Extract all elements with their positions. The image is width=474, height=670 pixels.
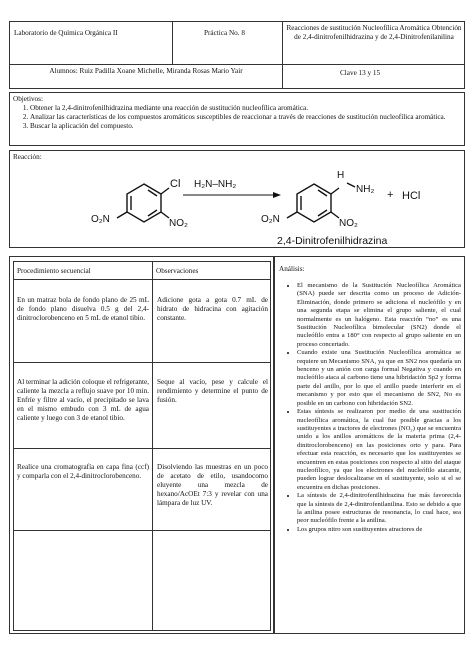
- byproduct-label: HCl: [402, 190, 421, 202]
- procedure-col-header: Procedimiento secuencial: [17, 267, 91, 275]
- practice-number: Práctica No. 8: [204, 29, 245, 37]
- lab-name: Laboratorio de Química Orgánica II: [14, 29, 118, 37]
- objective-item: 1. Obtener la 2,4-dinitrofenilhidrazina mediante una reacción de sustitución nucleofílica aromática.: [30, 104, 460, 113]
- procedure-step-2: Al terminar la adición coloque el refrigerante, caliente la mezcla a reflujo suave por 10 min. Enfríe y filtre al vacío, el precipitado se lava en el mismo embudo con 3 mL de agua caliente y luego con 3 de etanol tibio.: [17, 378, 149, 422]
- procedure-step-1: En un matraz bola de fondo plano de 25 mL de fondo plano disuelva 0.5 g del 2,4-dinitroclorobenceno en 5 mL de etanol tibio.: [17, 296, 149, 322]
- procedure-row-line-2: [13, 448, 271, 449]
- substrate-cl-label: Cl: [170, 178, 181, 190]
- observation-1: Adicione gota a gota 0.7 mL de hidrato de hidracina con agitación constante.: [157, 296, 268, 322]
- analysis-item: • La síntesis de 2,4-dinitrofenilhidrazina fue más favorecida que la síntesis de 2,4-dinitrofenilanilina. Esto se debido a que la anilina posee estructuras de resonancia, lo cual hace, sea peor nucleófilo frente a la anilina.: [297, 492, 461, 526]
- product-name: 2,4-Dinitrofenilhidrazina: [277, 235, 388, 247]
- objectives-heading: Objetivos:: [13, 95, 43, 103]
- procedure-header-line: [13, 279, 271, 280]
- analysis-item: • Estas síntesis se realizaron por medio de una sustitución nucleofílica aromática, la cual fue posible gracias a los sustituyentes a tractores de electrones (NO₂) que se encuentra unido a los anillos aromáticos de la materia prima (2,4-dinitroclorobenceno) en las posiciones orto y para. Para efectuar esta reacción, es necesario que los sustituyentes se encuentren en estas posiciones con respecto al sitio del ataque nucleofílico, ya que los electrones del nucleófilo atacante, pueden lograr deslocalizarse en el sustituyente, solo si el se encuentra en dichas posiciones.: [297, 408, 461, 492]
- analysis-item: • Los grupos nitro son sustituyentes atractores de: [297, 526, 461, 534]
- students: Alumnos: Ruiz Padilla Xoane Michelle, Miranda Rosas Mario Yair: [49, 67, 243, 75]
- analysis-item: • El mecanismo de la Sustitución Nucleofílica Aromática (SNA) puede ser descrita como un proceso de Adición-Eliminación, donde primero se adiciona el nucleófilo y en una segunda etapa se elimina el grupo saliente, el cual normalmente es un halógeno. Esta reacción “no” es una Sustitución Nucleofílica bimolecular (SN2) donde el nucleófilo entra a 180° con respecto al grupo saliente en un proceso concertado.: [297, 282, 461, 349]
- observations-col-header: Observaciones: [156, 267, 199, 275]
- procedure-row-line-1: [13, 362, 271, 363]
- product-o2n-label: O₂N: [261, 214, 280, 225]
- analysis-heading: Análisis:: [279, 265, 305, 273]
- product-structure: [287, 183, 355, 222]
- plus-sign: +: [387, 189, 394, 201]
- procedure-row-line-3: [13, 530, 271, 531]
- header-vline-2: [282, 21, 283, 89]
- product-no2-label: NO₂: [339, 218, 358, 229]
- header-vline-1: [172, 21, 173, 65]
- substrate-o2n-label: O₂N: [91, 214, 110, 225]
- procedure-col-divider: [152, 261, 153, 631]
- substrate-structure: [117, 184, 169, 222]
- analysis-item: • Cuando existe una Sustitución Nucleofílica aromática se requiere un Mecanismo SNA, ya que en SN2 nos quedaría un benceno y un anión con carga formal Negativa y cuando en nucleófilo ataca al carbono tiene una hibridación Sp2 y forma parte del anillo, por lo que el anillo puede interferir en el mecanismo y por esto que el mecanismo de SN2, No es posible en un carbono con hibridación SN2.: [297, 349, 461, 408]
- analysis-list: [283, 282, 461, 632]
- student-key: Clave 13 y 15: [340, 69, 381, 77]
- product-h-label: H: [337, 170, 345, 181]
- observation-2: Seque al vacío, pese y calcule el rendimiento y determine el punto de fusión.: [157, 378, 268, 404]
- objective-item: 2. Analizar las características de los compuestos aromáticos susceptibles de reaccionar a través de reacciones de sustitución nucleofílica aromática.: [30, 113, 460, 122]
- reagent-label: H₂N–NH₂: [194, 179, 237, 190]
- objectives-list: [14, 104, 460, 131]
- header-hline: [9, 64, 465, 65]
- product-nh2-label: NH₂: [356, 184, 375, 195]
- substrate-no2-label: NO₂: [169, 218, 188, 229]
- practice-title: Reacciones de sustitución Nucleofílica Aromática Obtención de 2,4-dinitrofenilhidrazina y de 2,4-Dinitrofenilanilina: [286, 24, 462, 41]
- procedure-step-3: Realice una cromatografía en capa fina (ccf) y comparla con el 2,4-dinitroclorobenceno.: [17, 463, 149, 480]
- reaction-arrow: [183, 192, 281, 198]
- observation-3: Disolviendo las muestras en un poco de acetato de etilo, usandocomo eluyente una mezcla de hexano/AcOEt 7:3 y revelar con una lámpara de luz UV.: [157, 463, 268, 507]
- reaction-scheme: [9, 150, 465, 248]
- reaction-heading: Reacción:: [13, 153, 42, 161]
- objective-item: 3. Buscar la aplicación del compuesto.: [30, 122, 460, 131]
